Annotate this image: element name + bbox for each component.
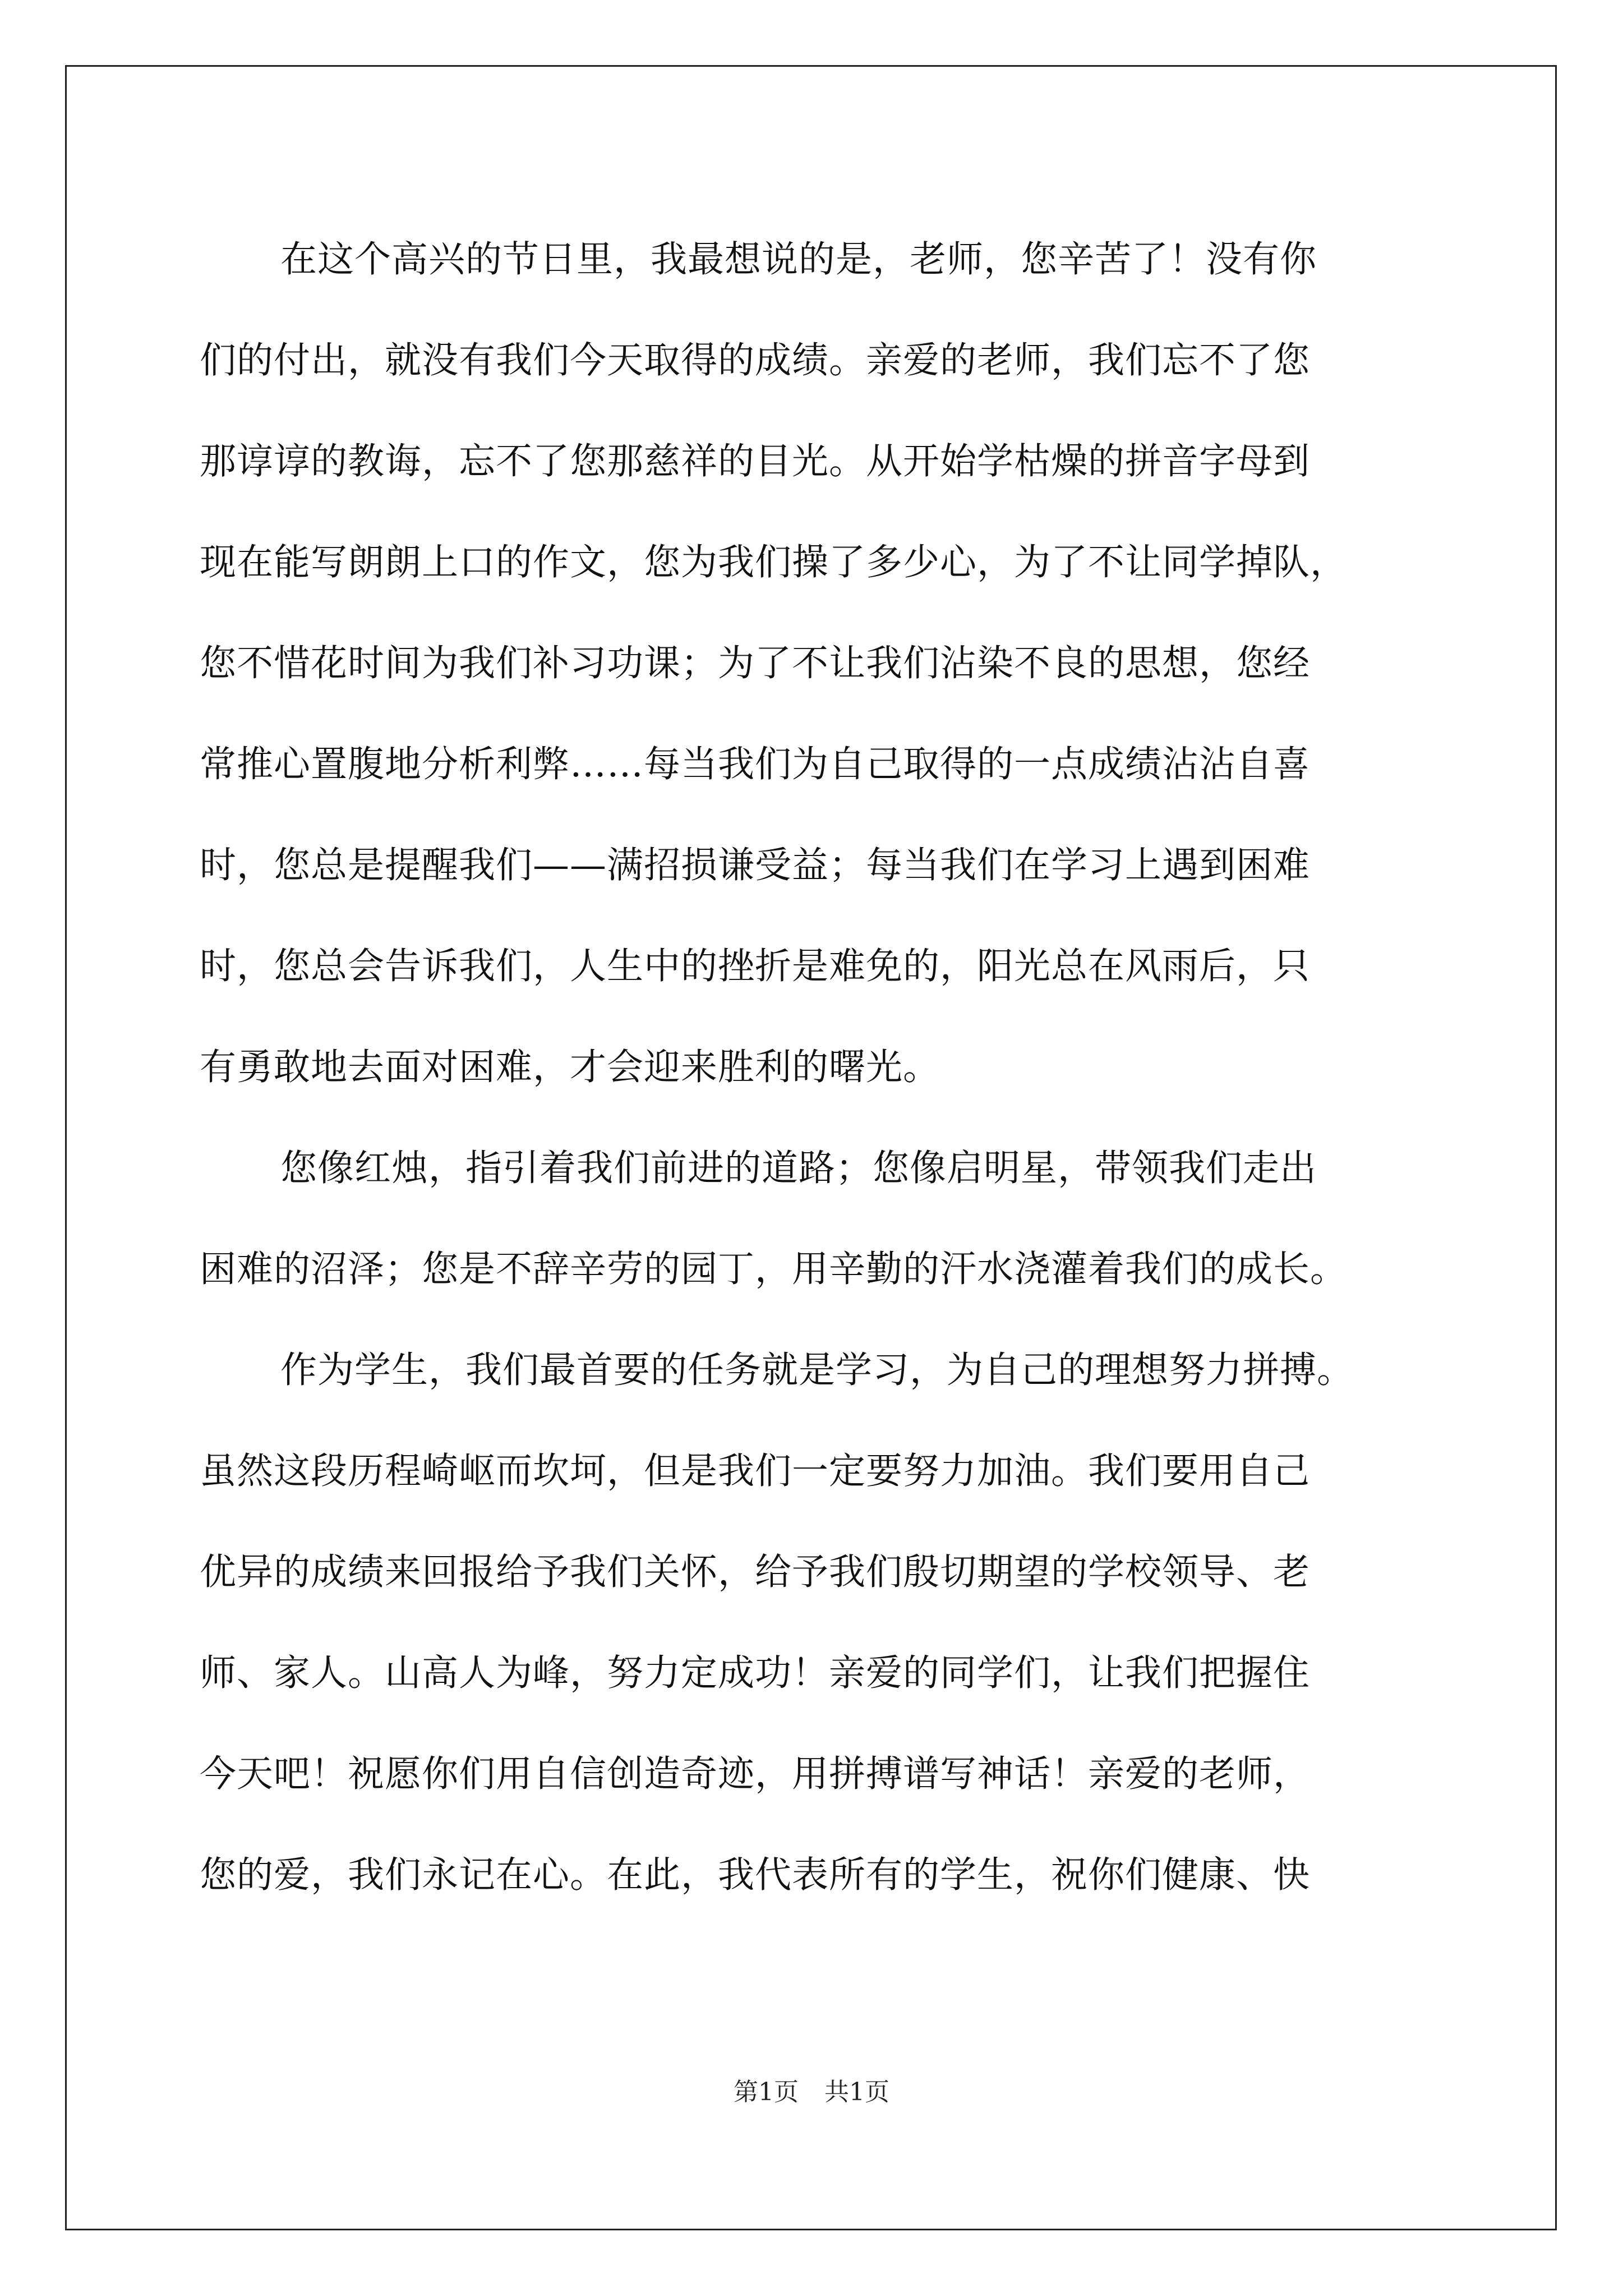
text-line: 作为学生，我们最首要的任务就是学习，为自己的理想努力拼搏。 — [280, 1349, 1354, 1391]
text-line: 您不惜花时间为我们补习功课；为了不让我们沾染不良的思想，您经 — [200, 642, 1311, 684]
text-line: 您的爱，我们永记在心。在此，我代表所有的学生，祝你们健康、快 — [200, 1854, 1311, 1896]
text-line: 现在能写朗朗上口的作文，您为我们操了多少心，为了不让同学掉队， — [200, 541, 1348, 583]
text-line: 优异的成绩来回报给予我们关怀，给予我们殷切期望的学校领导、老 — [200, 1551, 1311, 1593]
page-footer — [0, 2076, 1623, 2109]
text-line: 今天吧！祝愿你们用自信创造奇迹，用拼搏谱写神话！亲爱的老师， — [200, 1753, 1311, 1795]
text-line: 们的付出，就没有我们今天取得的成绩。亲爱的老师，我们忘不了您 — [200, 339, 1311, 381]
text-line: 时，您总是提醒我们——满招损谦受益；每当我们在学习上遇到困难 — [200, 844, 1311, 886]
page-number: 第1页 — [734, 2078, 799, 2106]
text-line: 您像红烛，指引着我们前进的道路；您像启明星，带领我们走出 — [280, 1147, 1317, 1189]
text-line: 常推心置腹地分析利弊……每当我们为自己取得的一点成绩沾沾自喜 — [200, 743, 1311, 785]
page-total: 共1页 — [824, 2078, 889, 2106]
text-line: 时，您总会告诉我们，人生中的挫折是难免的，阳光总在风雨后，只 — [200, 945, 1311, 987]
text-line: 那谆谆的教诲，忘不了您那慈祥的目光。从开始学枯燥的拼音字母到 — [200, 440, 1311, 482]
document-body — [200, 209, 1433, 1926]
text-line: 虽然这段历程崎岖而坎坷，但是我们一定要努力加油。我们要用自己 — [200, 1450, 1311, 1492]
text-line: 师、家人。山高人为峰，努力定成功！亲爱的同学们，让我们把握住 — [200, 1652, 1311, 1694]
text-line: 在这个高兴的节日里，我最想说的是，老师，您辛苦了！没有你 — [280, 238, 1317, 280]
text-line: 有勇敢地去面对困难，才会迎来胜利的曙光。 — [200, 1046, 940, 1088]
text-line: 困难的沼泽；您是不辞辛劳的园丁，用辛勤的汗水浇灌着我们的成长。 — [200, 1248, 1348, 1290]
